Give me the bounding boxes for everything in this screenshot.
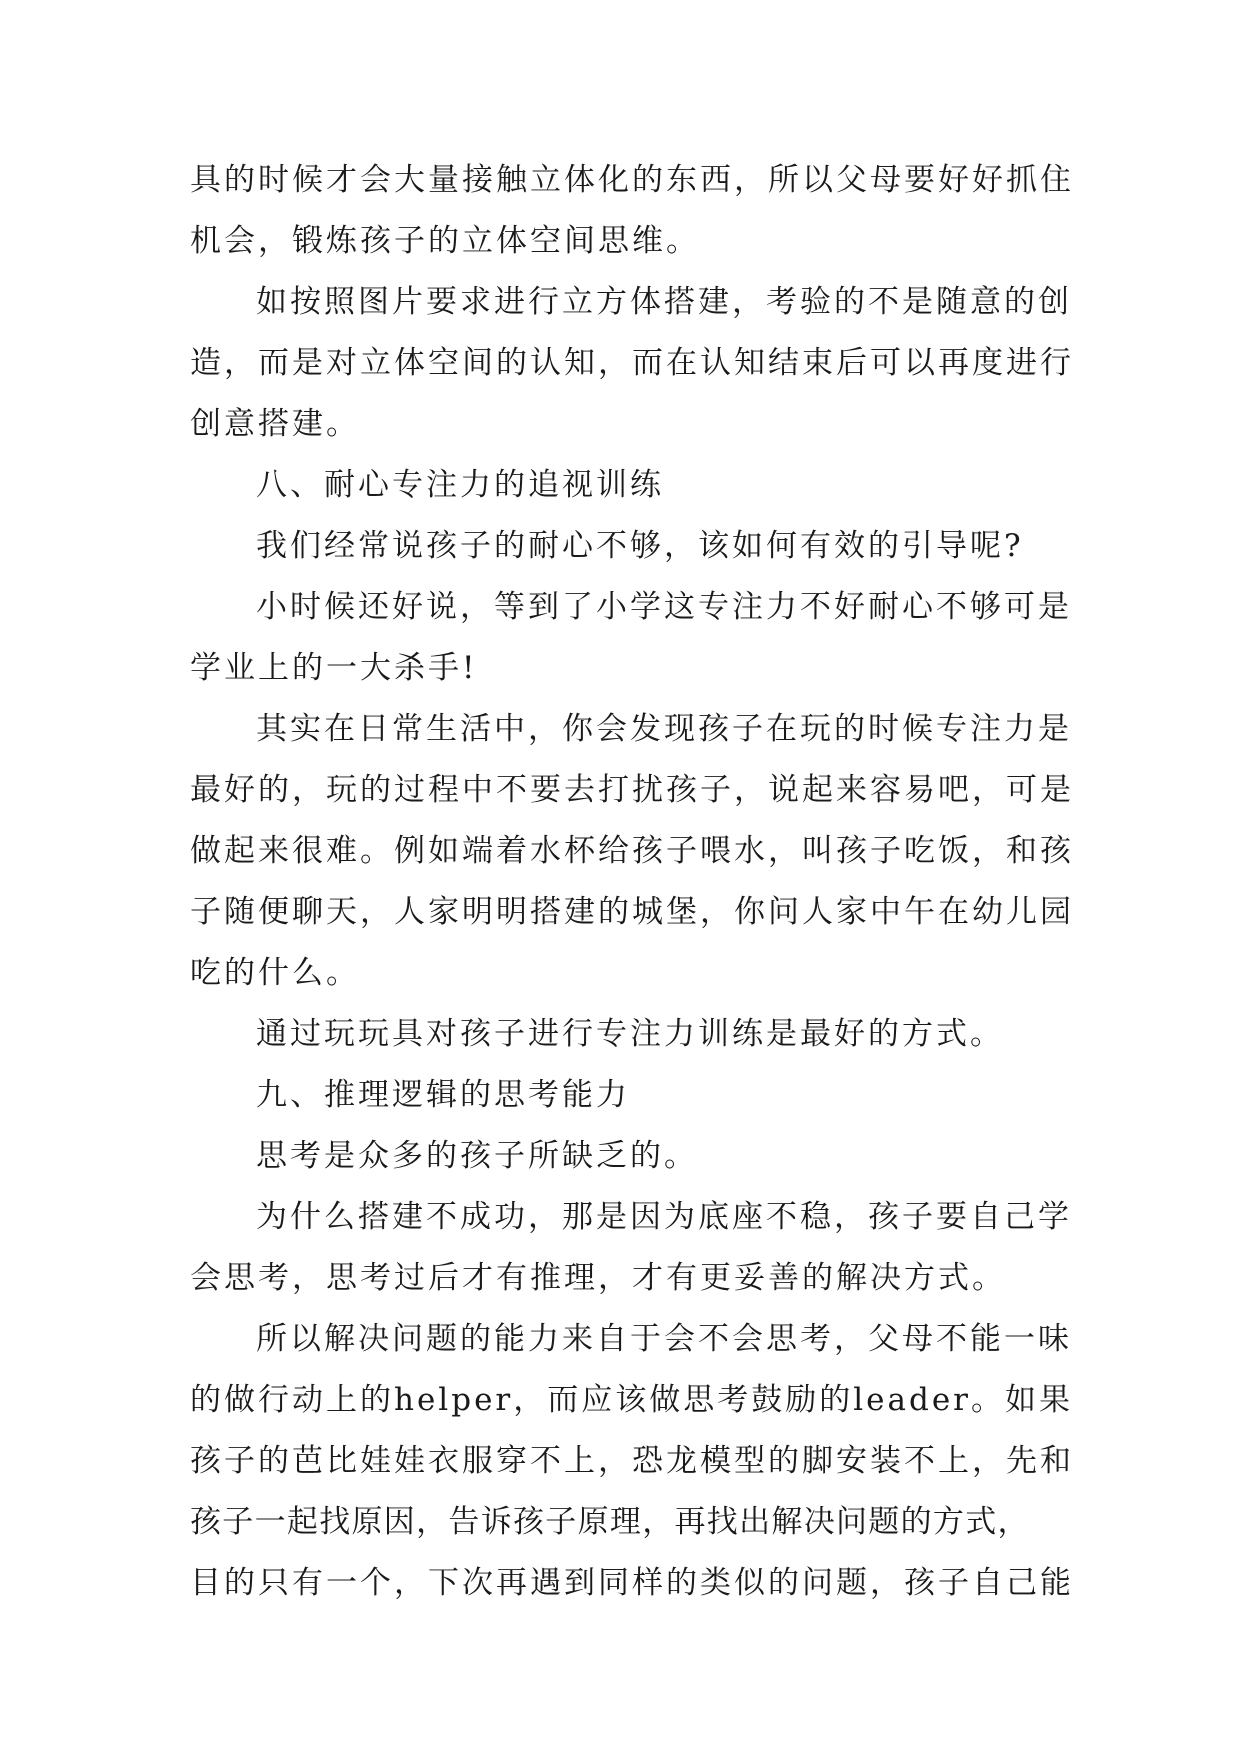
section-heading: 八、耐心专注力的追视训练 <box>256 467 664 503</box>
paragraph-start-line: 我们经常说孩子的耐心不够，该如何有效的引导呢? <box>256 528 1024 564</box>
paragraph-start-line: 其实在日常生活中，你会发现孩子在玩的时候专注力是 <box>256 711 1072 747</box>
text-line: 造，而是对立体空间的认知，而在认知结束后可以再度进行 <box>190 345 1074 381</box>
text-line: 子随便聊天，人家明明搭建的城堡，你问人家中午在幼儿园 <box>190 894 1074 930</box>
text-line: 孩子一起找原因，告诉孩子原理，再找出解决问题的方式， <box>190 1504 1030 1540</box>
text-line: 做起来很难。例如端着水杯给孩子喂水，叫孩子吃饭，和孩 <box>190 833 1074 869</box>
text-line: 机会，锻炼孩子的立体空间思维。 <box>190 223 700 259</box>
text-line: 吃的什么。 <box>190 955 360 991</box>
text-line: 目的只有一个，下次再遇到同样的类似的问题，孩子自己能 <box>190 1565 1074 1601</box>
paragraph-start-line: 为什么搭建不成功，那是因为底座不稳，孩子要自己学 <box>256 1199 1072 1235</box>
text-line: 学业上的一大杀手! <box>190 650 478 686</box>
text-line: 孩子的芭比娃娃衣服穿不上，恐龙模型的脚安装不上，先和 <box>190 1443 1074 1479</box>
paragraph-start-line: 思考是众多的孩子所缺乏的。 <box>256 1138 698 1174</box>
paragraph-start-line: 所以解决问题的能力来自于会不会思考，父母不能一味 <box>256 1321 1072 1357</box>
text-line: 会思考，思考过后才有推理，才有更妥善的解决方式。 <box>190 1260 1006 1296</box>
body-text <box>190 150 1074 1614</box>
paragraph-start-line: 小时候还好说，等到了小学这专注力不好耐心不够可是 <box>256 589 1072 625</box>
text-line: 最好的，玩的过程中不要去打扰孩子，说起来容易吧，可是 <box>190 772 1074 808</box>
text-line: 的做行动上的helper，而应该做思考鼓励的leader。如果 <box>190 1382 1073 1418</box>
text-line: 具的时候才会大量接触立体化的东西，所以父母要好好抓住 <box>190 162 1074 198</box>
text-line: 创意搭建。 <box>190 406 360 442</box>
paragraph-start-line: 通过玩玩具对孩子进行专注力训练是最好的方式。 <box>256 1016 1004 1052</box>
section-heading: 九、推理逻辑的思考能力 <box>256 1077 630 1113</box>
paragraph-start-line: 如按照图片要求进行立方体搭建，考验的不是随意的创 <box>256 284 1072 320</box>
